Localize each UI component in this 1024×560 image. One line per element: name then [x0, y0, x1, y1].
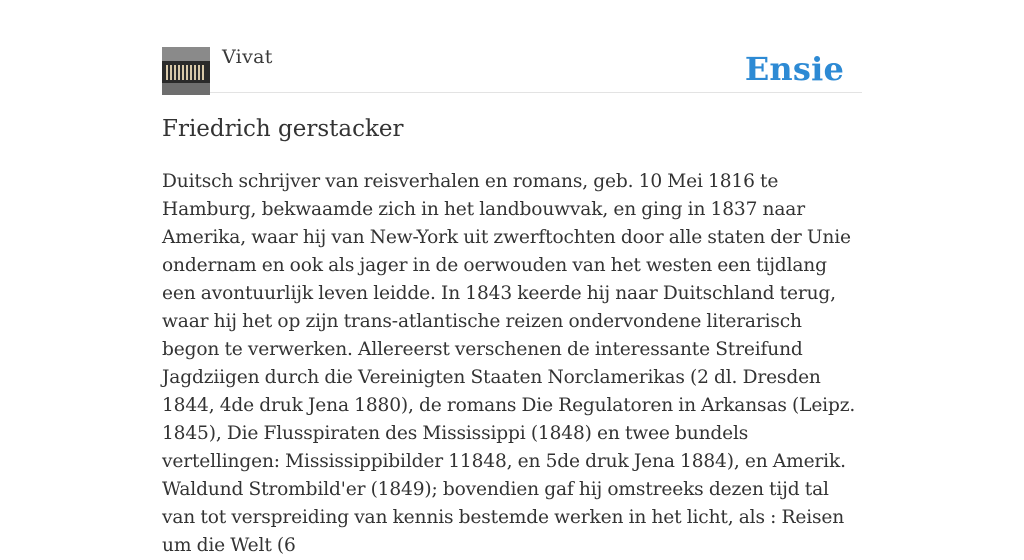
page-title: Friedrich gerstacker: [162, 116, 404, 142]
books-icon: [162, 47, 210, 95]
header: [162, 0, 862, 93]
article-body: Duitsch schrijver van reisverhalen en romans, geb. 10 Mei 1816 te Hamburg, bekwaamde zich in het landbouwvak, en ging in 1837 naar Amerika, waar hij van New-York uit zwerftochten door alle staten der Unie ondernam en ook als jager in de oerwouden van het westen een tijdlang een avontuurlijk leven leidde. In 1843 keerde hij naar Duitschland terug, waar hij het op zijn trans-atlantische reizen ondervondene literarisch begon te verwerken. Allereerst verschenen de interessante Streifund Jagdziigen durch die Vereinigten Staaten Norclamerikas (2 dl. Dresden 1844, 4de druk Jena 1880), de romans Die Regulatoren in Arkansas (Leipz. 1845), Die Flusspiraten des Mississippi (1848) en twee bundels vertellingen: Mississippibilder 11848, en 5de druk Jena 1884), en Amerik. Waldund Strombild'er (1849); bovendien gaf hij omstreeks dezen tijd tal van tot verspreiding van kennis bestemde werken in het licht, als : Reisen um die Welt (6: [162, 171, 856, 556]
source-avatar[interactable]: [162, 47, 210, 95]
brand-logo[interactable]: Ensie: [744, 50, 844, 88]
article-page: [162, 0, 862, 556]
source-name[interactable]: Vivat: [222, 46, 273, 68]
